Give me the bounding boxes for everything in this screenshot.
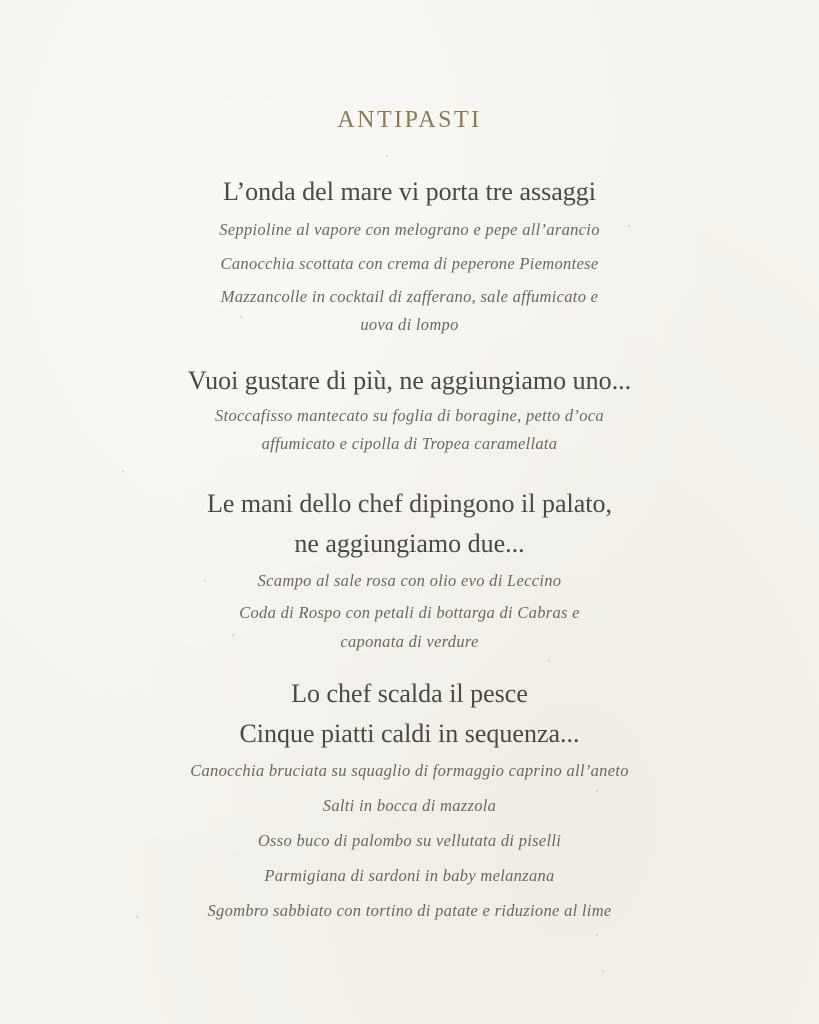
paper-speck [386,155,388,157]
course-title: Le mani dello chef dipingono il palato, [206,489,613,518]
course-title: Vuoi gustare di più, ne aggiungiamo uno... [187,366,632,395]
dish-item: Parmigiana di sardoni in baby melanzana [264,866,555,885]
dish-item: Osso buco di palombo su vellutata di piselli [257,831,562,850]
paper-speck [122,470,124,472]
dish-item: Canocchia scottata con crema di peperone Piemontese [220,254,599,273]
paper-speck [548,660,550,662]
dish-item: Canocchia bruciata su squaglio di formaggio caprino all’aneto [190,761,629,780]
paper-speck [596,934,598,936]
course-title: Cinque piatti caldi in sequenza... [239,719,580,748]
course-2 [0,361,819,457]
dish-item: caponata di verdure [340,632,479,651]
course-4 [0,674,819,926]
dish-item: Salti in bocca di mazzola [322,796,497,815]
dish-item: uova di lompo [360,315,459,334]
course-title: Lo chef scalda il pesce [291,679,528,708]
course-1 [0,172,819,338]
paper-speck [602,970,604,972]
dish-item: Coda di Rospo con petali di bottarga di Cabras e [239,603,580,622]
dish-item: Scampo al sale rosa con olio evo di Leccino [257,571,562,590]
section-title: ANTIPASTI [337,107,482,133]
course-3 [0,484,819,656]
dish-item: affumicato e cipolla di Tropea caramellata [261,434,558,453]
dish-item: Sgombro sabbiato con tortino di patate e riduzione al lime [207,901,612,920]
course-title: ne aggiungiamo due... [294,529,525,558]
course-title: L’onda del mare vi porta tre assaggi [222,177,597,206]
dish-item: Mazzancolle in cocktail di zafferano, sale affumicato e [220,287,599,306]
dish-item: Seppioline al vapore con melograno e pepe all’arancio [219,220,600,239]
dish-item: Stoccafisso mantecato su foglia di boragine, petto d’oca [215,406,604,425]
